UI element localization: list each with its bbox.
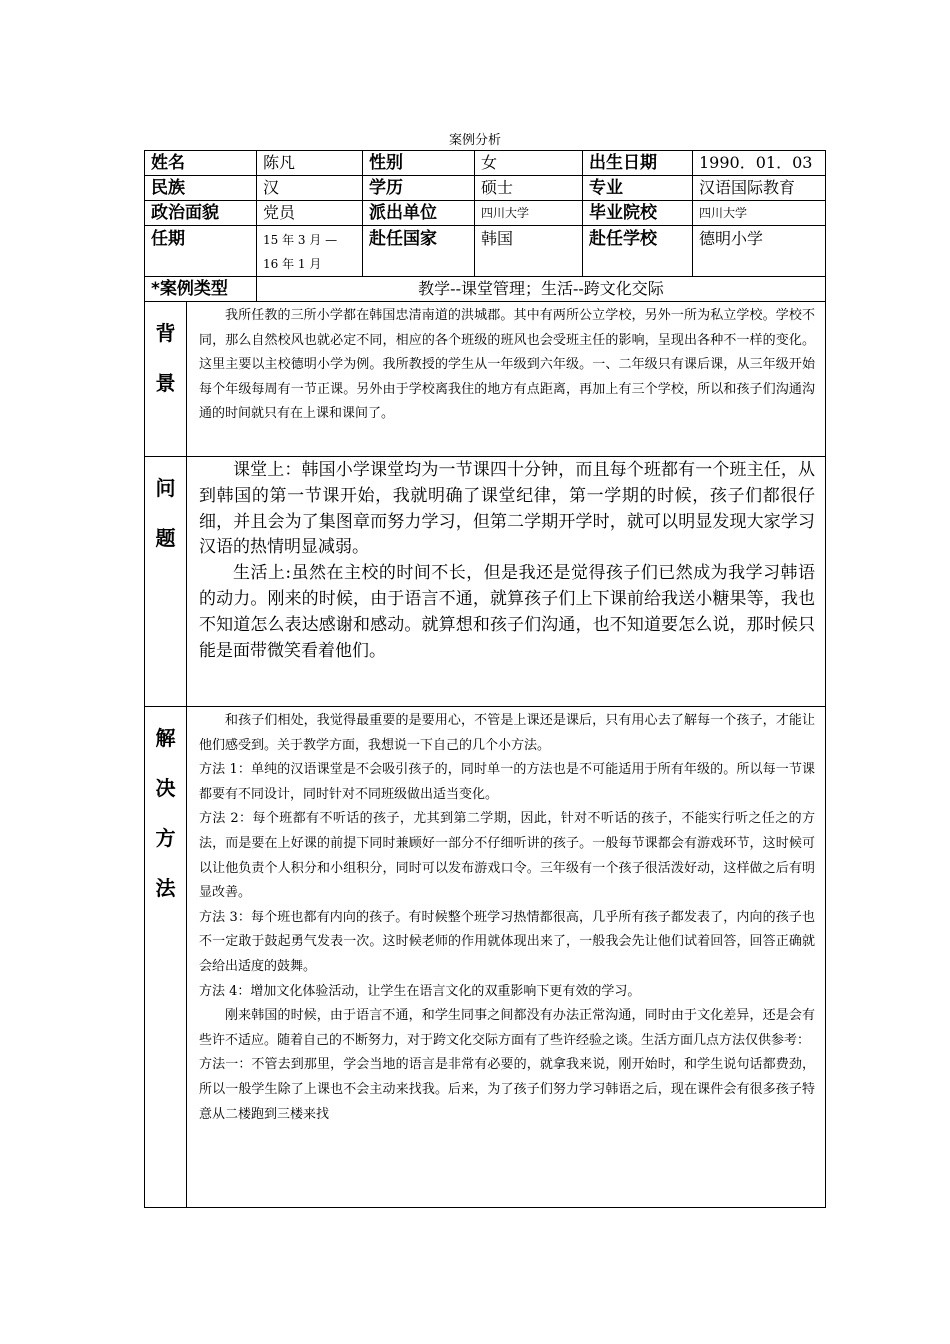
case-type-label: *案例类型	[145, 277, 257, 302]
ethnic-value: 汉	[257, 176, 363, 201]
term-value	[257, 226, 363, 277]
problem-text	[187, 457, 826, 707]
term-start: 15 年 3 月 —	[263, 233, 338, 247]
page-title: 案例分析	[448, 133, 501, 148]
term-end: 16 年 1 月	[263, 257, 322, 271]
background-label: 背 景	[145, 302, 187, 457]
solution-intro: 和孩子们相处，我觉得最重要的是要用心，不管是上课还是课后，只有用心去了解每一个孩子，才能让他们感受到。关于教学方面，我想说一下自己的几个小方法。	[199, 713, 815, 753]
major-value: 汉语国际教育	[693, 176, 826, 201]
term-label: 任期	[145, 226, 257, 277]
education-label: 学历	[363, 176, 475, 201]
problem-label: 问 题	[145, 457, 187, 707]
row-solution	[145, 707, 826, 1208]
row-case-type	[145, 277, 826, 302]
row-term	[145, 226, 826, 277]
solution-method-1: 方法 1：单纯的汉语课堂是不会吸引孩子的，同时单一的方法也是不可能适用于所有年级的。所以每一节课都要有不同设计，同时针对不同班级做出适当变化。	[199, 762, 815, 802]
solution-method-2: 方法 2：每个班都有不听话的孩子，尤其到第二学期，因此，针对不听话的孩子，不能实行听之任之的方法，而是要在上好课的前提下同时兼顾好一部分不仔细听讲的孩子。一般每节课都会有游戏环节，这时候可以让他负责个人积分和小组积分，同时可以发布游戏口令。三年级有一个孩子很活泼好动，这样做之后有明显改善。	[199, 811, 815, 901]
education-value: 硕士	[475, 176, 583, 201]
birth-label: 出生日期	[583, 151, 693, 176]
row-ethnic	[145, 176, 826, 201]
unit-value: 四川大学	[475, 201, 583, 226]
major-label: 专业	[583, 176, 693, 201]
political-value: 党员	[257, 201, 363, 226]
row-background	[145, 302, 826, 457]
country-label: 赴任国家	[363, 226, 475, 277]
birth-value: 1990．01．03	[693, 151, 826, 176]
solution-method-4: 方法 4：增加文化体验活动，让学生在语言文化的双重影响下更有效的学习。	[199, 983, 641, 999]
name-value: 陈凡	[257, 151, 363, 176]
solution-label: 解 决 方 法	[145, 707, 187, 1208]
ethnic-label: 民族	[145, 176, 257, 201]
name-label: 姓名	[145, 151, 257, 176]
problem-paragraph-life: 生活上:虽然在主校的时间不长，但是我还是觉得孩子们已然成为我学习韩语的动力。刚来的时候，由于语言不通，就算孩子们上下课前给我送小糖果等，我也不知道怎么表达感谢和感动。就算想和孩子们沟通，也不知道要怎么说，那时候只能是面带微笑看着他们。	[199, 563, 815, 661]
case-type-value: 教学--课堂管理；生活--跨文化交际	[257, 277, 826, 302]
solution-life-intro: 刚来韩国的时候，由于语言不通，和学生同事之间都没有办法正常沟通，同时由于文化差异，还是会有些许不适应。随着自己的不断努力，对于跨文化交际方面有了些许经验之谈。生活方面几点方法仅供参考：	[199, 1008, 815, 1048]
post-school-label: 赴任学校	[583, 226, 693, 277]
row-name	[145, 151, 826, 176]
graduate-school-value: 四川大学	[693, 201, 826, 226]
case-table	[144, 150, 826, 1208]
gender-label: 性别	[363, 151, 475, 176]
row-political	[145, 201, 826, 226]
background-paragraph: 我所任教的三所小学都在韩国忠清南道的洪城郡。其中有两所公立学校，另外一所为私立学校。学校不同，那么自然校风也就必定不同，相应的各个班级的班风也会受班主任的影响，呈现出各种不一样的变化。这里主要以主校德明小学为例。我所教授的学生从一年级到六年级。一、二年级只有课后课，从三年级开始每个年级每周有一节正课。另外由于学校离我住的地方有点距离，再加上有三个学校，所以和孩子们沟通沟通的时间就只有在上课和课间了。	[199, 308, 815, 422]
political-label: 政治面貌	[145, 201, 257, 226]
graduate-school-label: 毕业院校	[583, 201, 693, 226]
background-text	[187, 302, 826, 457]
solution-life-method-1: 方法一：不管去到那里，学会当地的语言是非常有必要的，就拿我来说，刚开始时，和学生说句话都费劲，所以一般学生除了上课也不会主动来找我。后来，为了孩子们努力学习韩语之后，现在课件会有很多孩子特意从二楼跑到三楼来找	[199, 1057, 815, 1122]
gender-value: 女	[475, 151, 583, 176]
solution-method-3: 方法 3：每个班也都有内向的孩子。有时候整个班学习热情都很高，几乎所有孩子都发表了，内向的孩子也不一定敢于鼓起勇气发表一次。这时候老师的作用就体现出来了，一般我会先让他们试着回答，回答正确就会给出适度的鼓舞。	[199, 909, 815, 974]
row-problem	[145, 457, 826, 707]
post-school-value: 德明小学	[693, 226, 826, 277]
unit-label: 派出单位	[363, 201, 475, 226]
country-value: 韩国	[475, 226, 583, 277]
problem-paragraph-classroom: 课堂上：韩国小学课堂均为一节课四十分钟，而且每个班都有一个班主任，从到韩国的第一节课开始，我就明确了课堂纪律，第一学期的时候，孩子们都很仔细，并且会为了集图章而努力学习，但第二学期开学时，就可以明显发现大家学习汉语的热情明显减弱。	[199, 460, 815, 558]
solution-text	[187, 707, 826, 1208]
